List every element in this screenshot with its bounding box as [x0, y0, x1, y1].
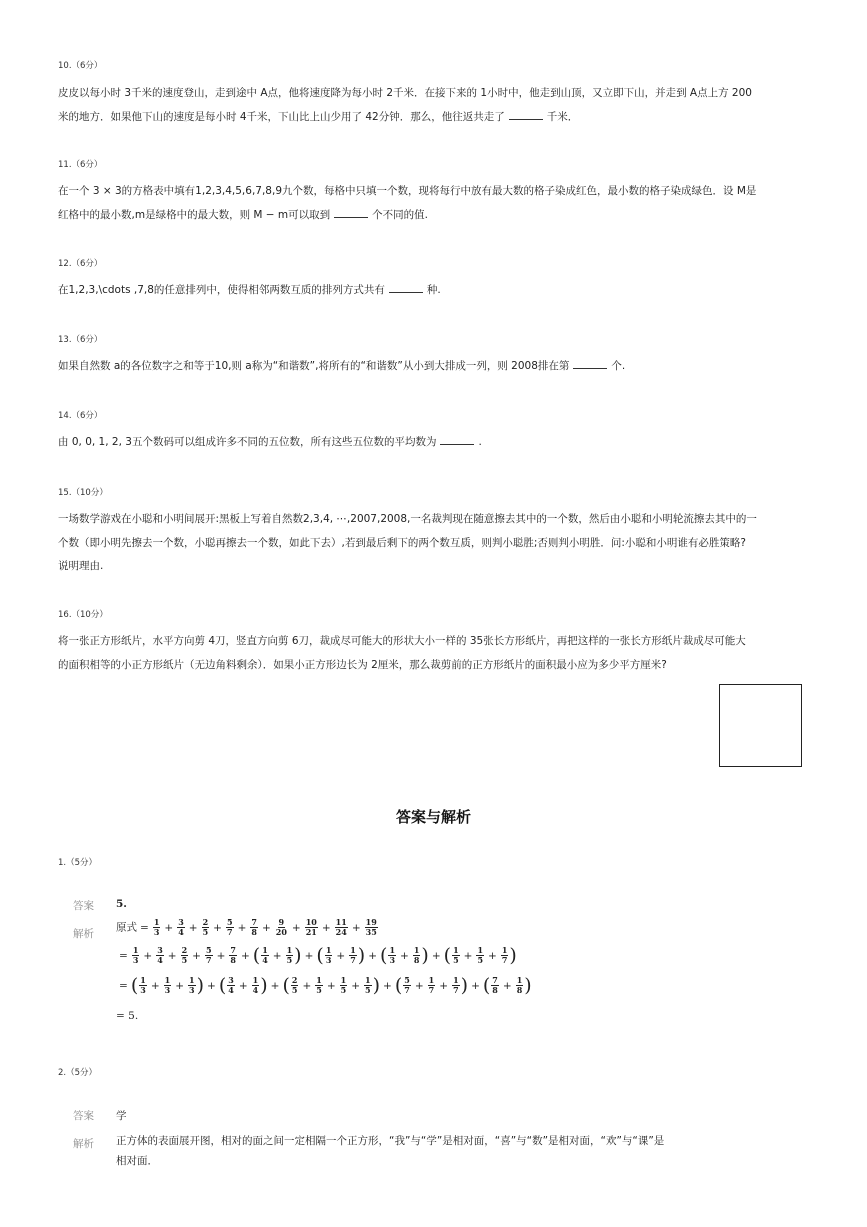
fraction: $\frac{1}{8}$	[516, 975, 523, 995]
parenthesis: (	[130, 974, 139, 997]
q12-line-1: 在1,2,3,\cdots ,7,8的任意排列中，使得相邻两数互质的排列方式共有 种.	[58, 279, 814, 303]
fraction: $\frac{5}{7}$	[226, 917, 233, 937]
operator: +	[431, 949, 441, 962]
operator: +	[351, 921, 361, 934]
fraction: $\frac{7}{8}$	[492, 975, 498, 995]
operator: +	[502, 979, 512, 992]
fraction: $\frac{19}{35}$	[365, 917, 377, 937]
question-11-header: 11.（6分）	[58, 160, 103, 170]
fraction: $\frac{1}{3}$	[153, 917, 160, 937]
operator: +	[270, 979, 280, 992]
q10-line-2: 米的地方．如果他下山的速度是每小时 4千米，下山比上山少用了 42分钟．那么，他往返共走了 千米．	[58, 106, 814, 130]
operator: +	[488, 949, 497, 962]
fraction: $\frac{9}{20}$	[275, 917, 287, 937]
fraction: $\frac{7}{8}$	[230, 945, 236, 965]
answer-label: 答案	[73, 1110, 94, 1122]
answer-box	[719, 684, 802, 767]
operator: +	[304, 949, 314, 962]
analysis-line-1: 正方体的表面展开图，相对的面之间一定相隔一个正方形，“我”与“学”是相对面，“喜”与“数”是相对面，“欢”与“课”是	[116, 1135, 665, 1147]
parenthesis: )	[460, 974, 469, 997]
fraction: $\frac{1}{8}$	[413, 945, 420, 965]
fraction: $\frac{1}{3}$	[132, 945, 139, 965]
fraction: $\frac{2}{5}$	[202, 917, 209, 937]
operator: +	[463, 949, 473, 962]
parenthesis: )	[421, 944, 429, 967]
parenthesis: (	[380, 944, 388, 967]
fraction: $\frac{1}{3}$	[325, 945, 332, 965]
operator: +	[336, 949, 346, 962]
fraction: $\frac{1}{3}$	[140, 975, 146, 995]
answer-blank[interactable]	[573, 357, 607, 369]
question-15-header: 15.（10分）	[58, 488, 108, 498]
operator: +	[237, 921, 247, 934]
fraction: $\frac{1}{7}$	[453, 975, 459, 995]
fraction: $\frac{3}{4}$	[178, 917, 184, 937]
operator: =	[119, 979, 128, 992]
q16-line-2: 的面积相等的小正方形纸片（无边角料剩余）．如果小正方形边长为 2厘米，那么裁剪前的正方形纸片的面积最小应为多少平方厘米?	[58, 658, 667, 671]
operator: +	[414, 979, 424, 992]
question-11-text	[58, 180, 814, 227]
q15-line-3: 说明理由.	[58, 560, 104, 572]
operator: +	[240, 949, 250, 962]
operator: +	[272, 949, 282, 962]
parenthesis: )	[196, 974, 205, 997]
q10-line-1: 皮皮以每小时 3千米的速度登山，走到途中 A点，他将速度降为每小时 2千米．在接下来的 1小时中，他走到山顶，又立即下山，并走到 A点上方 200	[58, 87, 752, 99]
analysis-line-2: 相对面．	[116, 1155, 158, 1167]
fraction: $\frac{1}{5}$	[477, 945, 484, 965]
fraction: $\frac{1}{7}$	[501, 945, 508, 965]
solution-line-3	[116, 976, 532, 995]
solution-line-1: 原式 = $\frac{1}{3}$ + $\frac{3}{4}$ + $\frac{2}{5}$ + $\frac{5}{7}$ + $\frac{7}{8}$ + $\frac{9}{20}$ + $\frac{10}{21}$ + $\frac{11}{24}$ + $\frac{19}{35}$	[116, 917, 377, 937]
operator: +	[216, 949, 226, 962]
analysis-label: 解析	[73, 1138, 94, 1150]
question-10-header: 10.（6分）	[58, 61, 103, 71]
analysis-label: 解析	[73, 928, 94, 940]
operator: +	[261, 921, 271, 934]
question-16-header: 16.（10分）	[58, 610, 108, 620]
answer-blank[interactable]	[440, 433, 474, 445]
q11-line-2: 红格中的最小数,m是绿格中的最大数，则 M − m可以取到 个不同的值.	[58, 204, 814, 228]
fraction: $\frac{1}{5}$	[365, 975, 371, 995]
answer-1-header: 1.（5分）	[58, 858, 98, 868]
operator: +	[291, 921, 301, 934]
parenthesis: )	[524, 974, 532, 997]
fraction: $\frac{1}{7}$	[350, 945, 356, 965]
operator: +	[188, 921, 198, 934]
fraction: $\frac{1}{5}$	[340, 975, 347, 995]
parenthesis: )	[509, 944, 517, 967]
solution-line-4: = 5.	[116, 1010, 139, 1022]
fraction: $\frac{1}{4}$	[252, 975, 259, 995]
fraction: $\frac{2}{5}$	[181, 945, 188, 965]
fraction: $\frac{11}{24}$	[335, 917, 347, 937]
fraction: $\frac{10}{21}$	[305, 917, 317, 937]
q11-line-1: 在一个 3 × 3的方格表中填有1,2,3,4,5,6,7,8,9九个数，每格中只填一个数，现将每行中放有最大数的格子染成红色，最小数的格子染成绿色．设 M是	[58, 185, 757, 197]
parenthesis: )	[357, 944, 366, 967]
answers-section-title: 答案与解析	[395, 808, 471, 826]
question-12-header: 12.（6分）	[58, 259, 103, 269]
parenthesis: (	[316, 944, 324, 967]
fraction: $\frac{5}{7}$	[205, 945, 212, 965]
answer-blank[interactable]	[509, 108, 543, 120]
answer-2-header: 2.（5分）	[58, 1068, 98, 1078]
parenthesis: (	[252, 944, 261, 967]
q15-line-1: 一场数学游戏在小聪和小明间展开:黑板上写着自然数2,3,4, ⋯,2007,2008,一名裁判现在随意擦去其中的一个数，然后由小聪和小明轮流擦去其中的一	[58, 513, 757, 525]
solution-row-1-terms	[152, 917, 379, 937]
operator: +	[143, 949, 153, 962]
q16-line-1: 将一张正方形纸片，水平方向剪 4刀，竖直方向剪 6刀，裁成尽可能大的形状大小一样的 35张长方形纸片，再把这样的一张长方形纸片裁成尽可能大	[58, 635, 746, 647]
operator: +	[164, 921, 174, 934]
operator: +	[150, 979, 160, 992]
operator: +	[400, 949, 409, 962]
question-14-text	[58, 431, 814, 455]
operator: +	[213, 921, 222, 934]
solution-line-2	[116, 946, 517, 965]
parenthesis: (	[282, 974, 290, 997]
parenthesis: )	[294, 944, 302, 967]
operator: +	[383, 979, 392, 992]
question-12-text	[58, 279, 814, 303]
fraction: $\frac{5}{7}$	[404, 975, 410, 995]
fraction: $\frac{1}{5}$	[453, 945, 459, 965]
analysis-text	[116, 1131, 806, 1171]
parenthesis: (	[443, 944, 452, 967]
fraction: $\frac{3}{4}$	[228, 975, 234, 995]
answer-label: 答案	[73, 900, 94, 912]
operator: +	[439, 979, 449, 992]
operator: +	[326, 979, 336, 992]
q15-line-2: 个数（即小明先擦去一个数，小聪再擦去一个数，如此下去）,若到最后剩下的两个数互质，则判小聪胜;否则判小明胜．问:小聪和小明谁有必胜策略?	[58, 536, 746, 549]
question-13-header: 13.（6分）	[58, 335, 103, 345]
operator: +	[207, 979, 216, 992]
q14-line-1: 由 0, 0, 1, 2, 3五个数码可以组成许多不同的五位数，所有这些五位数的平均数为 .	[58, 431, 814, 455]
operator: =	[119, 949, 128, 962]
operator: +	[368, 949, 378, 962]
fraction: $\frac{1}{7}$	[428, 975, 435, 995]
operator: +	[238, 979, 248, 992]
fraction: $\frac{1}{5}$	[286, 945, 293, 965]
parenthesis: (	[394, 974, 403, 997]
parenthesis: (	[482, 974, 491, 997]
parenthesis: (	[218, 974, 227, 997]
answer-value: 5.	[116, 898, 127, 910]
operator: +	[321, 921, 331, 934]
parenthesis: )	[372, 974, 381, 997]
fraction: $\frac{1}{3}$	[189, 975, 195, 995]
operator: +	[192, 949, 201, 962]
answer-value: 学	[116, 1110, 127, 1122]
answer-blank[interactable]	[389, 281, 423, 293]
parenthesis: )	[260, 974, 268, 997]
question-16-text	[58, 630, 814, 677]
question-14-header: 14.（6分）	[58, 411, 103, 421]
fraction: $\frac{7}{8}$	[251, 917, 257, 937]
operator: +	[302, 979, 312, 992]
fraction: $\frac{1}{3}$	[164, 975, 171, 995]
fraction: $\frac{2}{5}$	[291, 975, 298, 995]
answer-blank[interactable]	[334, 206, 368, 218]
operator: +	[175, 979, 185, 992]
question-10-text	[58, 82, 814, 129]
fraction: $\frac{1}{5}$	[316, 975, 322, 995]
operator: +	[471, 979, 480, 992]
question-13-text	[58, 355, 814, 379]
fraction: $\frac{1}{3}$	[389, 945, 396, 965]
q13-line-1: 如果自然数 a的各位数字之和等于10,则 a称为“和谐数”,将所有的“和谐数”从小到大排成一列，则 2008排在第 个.	[58, 355, 814, 379]
fraction: $\frac{3}{4}$	[157, 945, 163, 965]
fraction: $\frac{1}{4}$	[262, 945, 268, 965]
question-15-text	[58, 508, 814, 579]
operator: +	[351, 979, 361, 992]
operator: +	[167, 949, 177, 962]
